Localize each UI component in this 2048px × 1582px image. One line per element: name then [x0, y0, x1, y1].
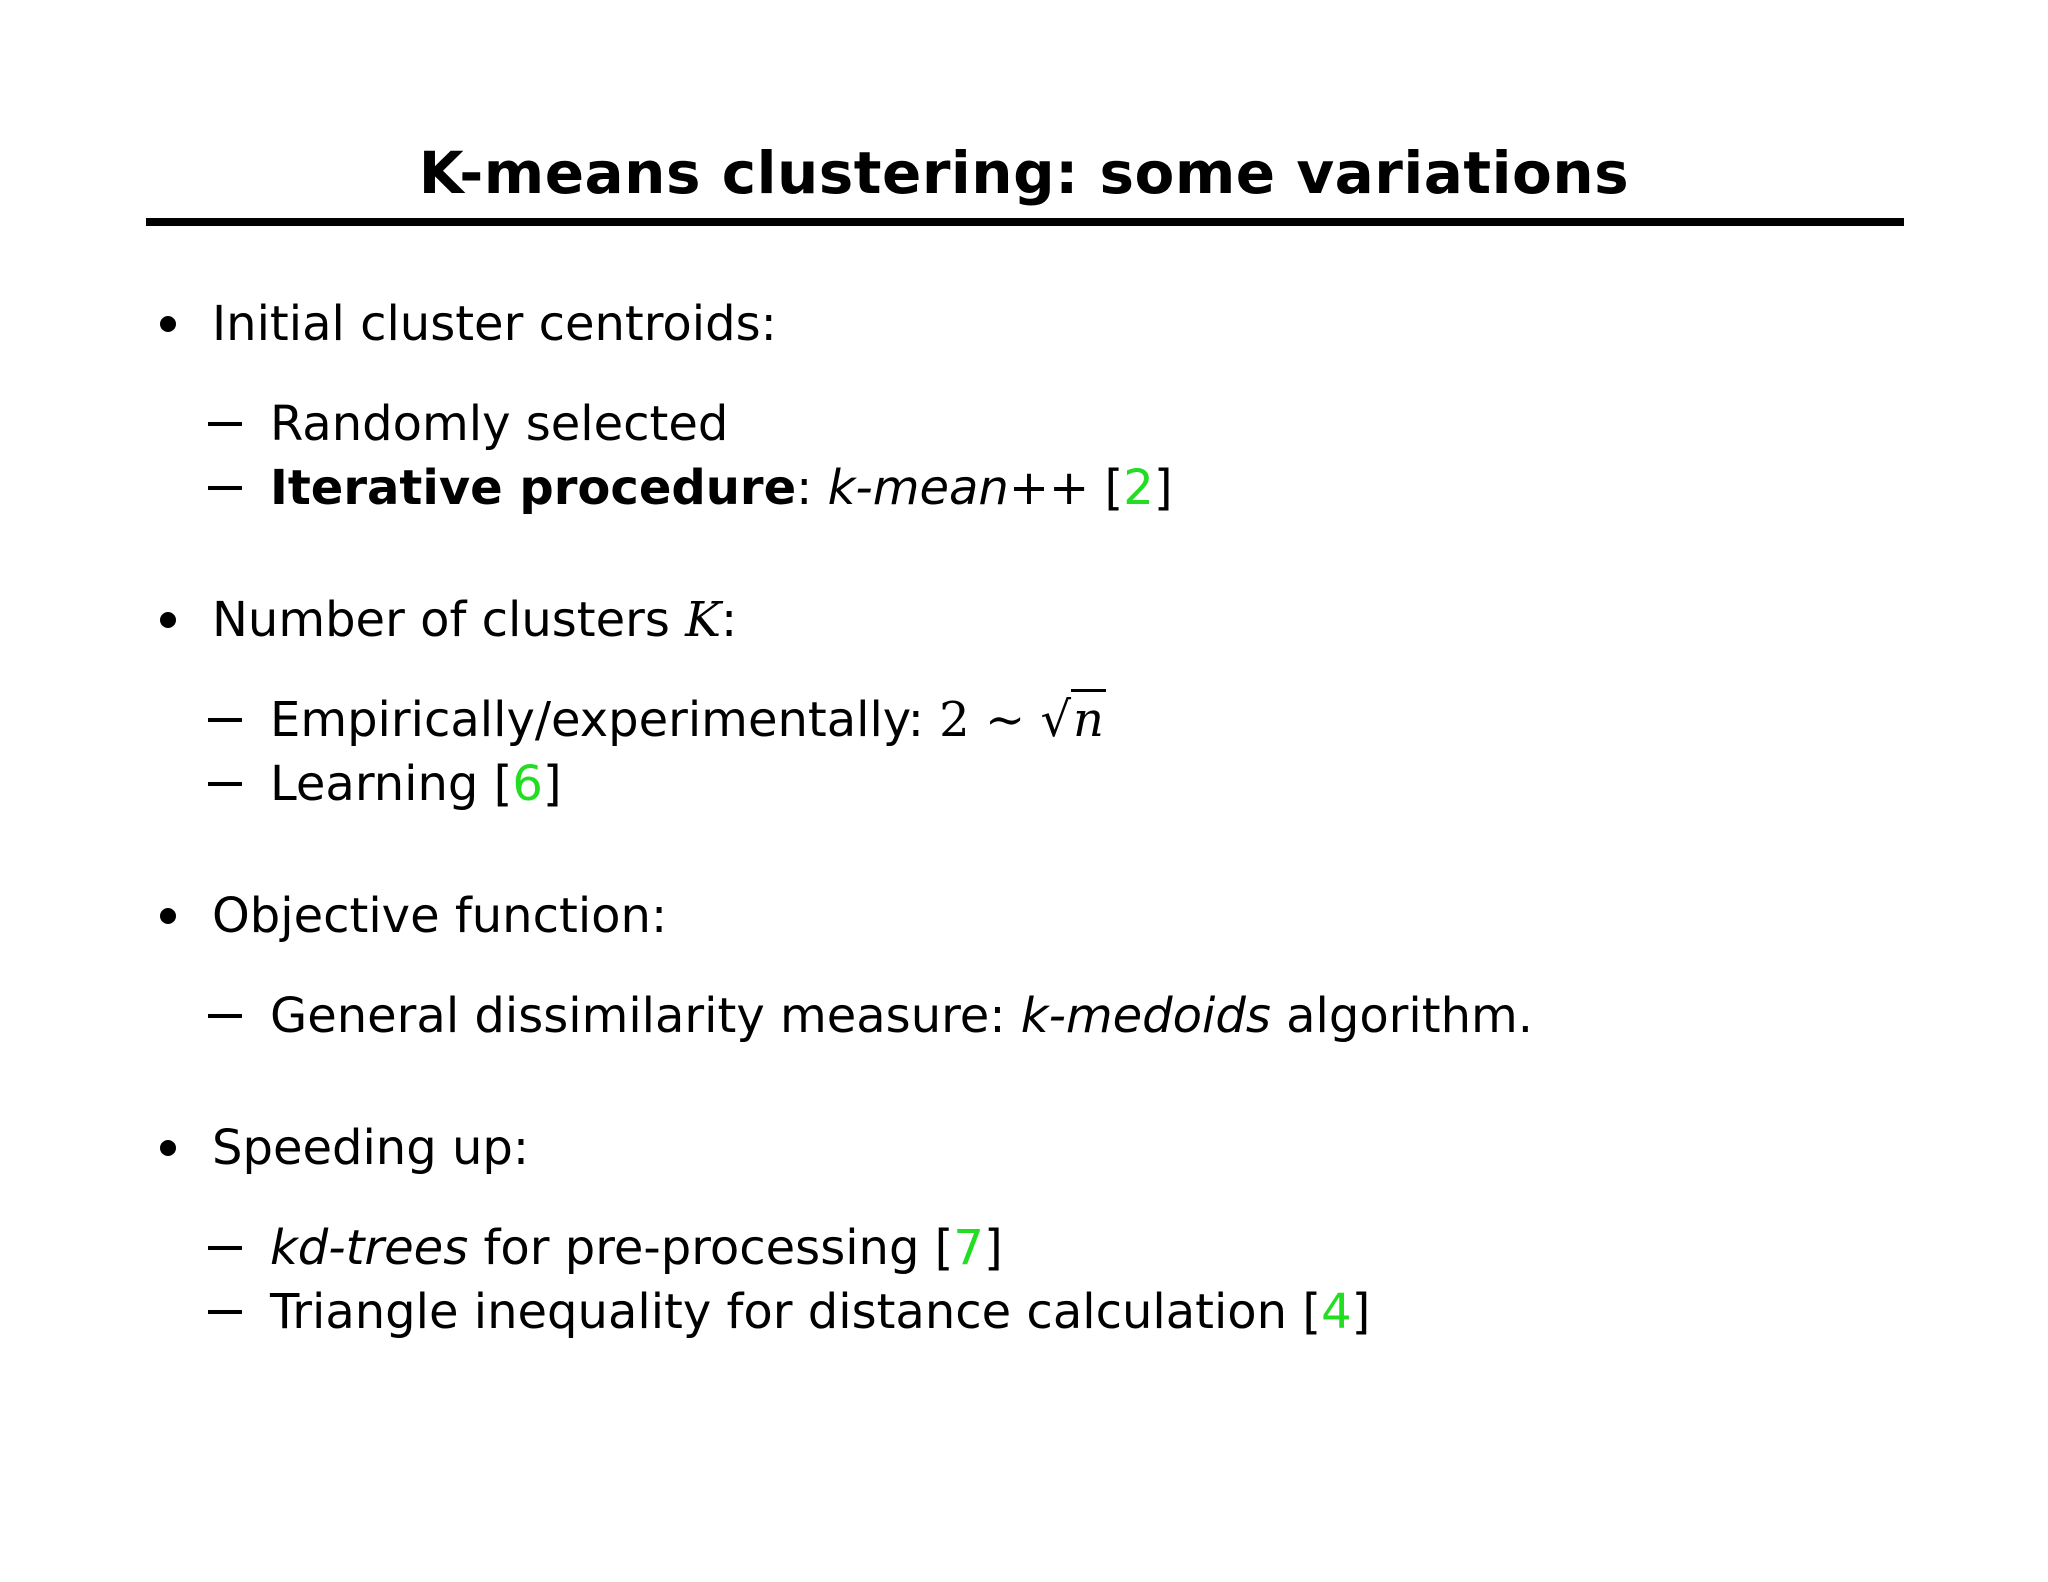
subitem-text: Randomly selected — [270, 396, 729, 452]
bullet-label: Objective function: — [212, 888, 668, 944]
bullet-dot — [160, 1140, 176, 1156]
dash — [208, 718, 242, 722]
subitem-bold: Iterative procedure — [270, 460, 797, 516]
sqrt-symbol: √ — [1040, 692, 1072, 748]
subitem-italic: k-medoids — [1020, 988, 1271, 1044]
bullet-label-suffix: : — [720, 592, 738, 648]
dash — [208, 1014, 242, 1018]
subitem-text: for pre-processing — [483, 1220, 920, 1276]
citation-link[interactable]: 6 — [512, 756, 543, 812]
citation-link[interactable]: 4 — [1321, 1284, 1352, 1340]
subitem-text: Triangle inequality for distance calculation — [270, 1284, 1288, 1340]
citation-link[interactable]: 7 — [953, 1220, 984, 1276]
dash — [208, 486, 242, 490]
dash — [208, 782, 242, 786]
sqrt-expression — [1040, 690, 1106, 750]
subitem-italic: kd-trees — [270, 1220, 469, 1276]
bullet-dot — [160, 316, 176, 332]
bullet-label: Speeding up: — [212, 1120, 530, 1176]
subitem-text: Learning — [270, 756, 479, 812]
sqrt-argument: n — [1071, 689, 1106, 748]
bullet-dot — [160, 612, 176, 628]
math-operator: ∼ — [984, 692, 1026, 748]
citation-link[interactable]: 2 — [1123, 460, 1154, 516]
bullet-label: Initial cluster centroids: — [212, 296, 777, 352]
bullet-label: Number of clusters — [212, 592, 670, 648]
subitem-suffix: algorithm. — [1286, 988, 1534, 1044]
bullet-dot — [160, 908, 176, 924]
slide-title: K-means clustering: some variations — [418, 139, 1630, 207]
subitem-text: General dissimilarity measure: — [270, 988, 1006, 1044]
math-variable: K — [685, 592, 721, 648]
subitem-italic: k-mean++ — [827, 460, 1090, 516]
dash — [208, 422, 242, 426]
dash — [208, 1246, 242, 1250]
dash — [208, 1310, 242, 1314]
subitem-separator: : — [796, 460, 813, 516]
subitem-text: Empirically/experimentally: — [270, 692, 924, 748]
title-rule — [146, 218, 1904, 226]
math-number: 2 — [939, 692, 970, 748]
